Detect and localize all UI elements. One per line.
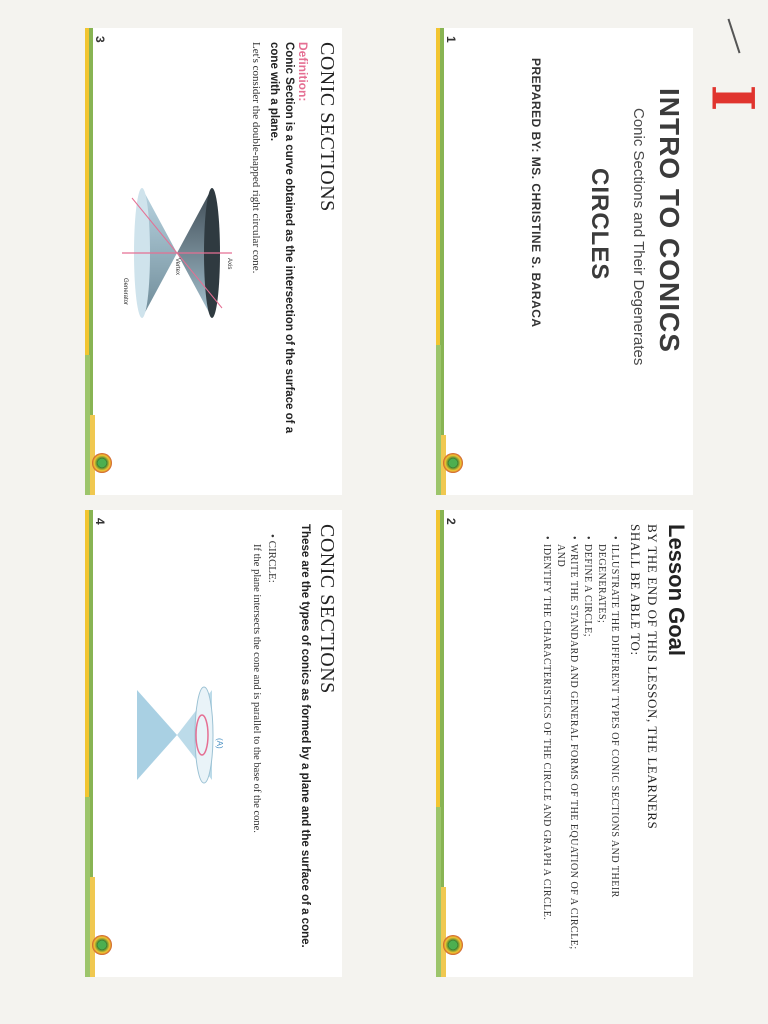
slide-number: 2 [444,518,458,525]
list-item: • ILLUSTRATE THE DIFFERENT TYPES OF CONIC SECTIONS AND THEIR DEGENERATES; [595,536,621,966]
definition-text: Conic Section is a curve obtained as the intersection of the surface of a cone with a plane. [268,42,295,434]
cutting-plane [195,687,213,783]
slide-4 [85,510,342,977]
slide-number: 1 [444,36,458,43]
slide-3-content [85,28,342,495]
school-logo-icon [92,453,112,473]
circle-description: If the plane intersects the cone and is parallel to the base of the cone. [251,544,262,833]
slide-number: 3 [93,36,107,43]
school-logo-icon [443,935,463,955]
types-intro: These are the types of conics as formed by a plane and the surface of a cone. [299,524,311,948]
school-logo-icon [92,935,112,955]
slide-number: 4 [93,518,107,525]
goal-list [539,536,621,966]
slide-2 [436,510,693,977]
circle-section-figure [122,660,232,810]
school-logo-icon [443,453,463,473]
slide-3 [85,28,342,495]
slide-2-content [436,510,693,977]
slide-4-content [85,510,342,977]
definition-label: Definition: [296,42,310,102]
circle-item: • CIRCLE: [266,534,278,583]
slide-title: CONIC SECTIONS [316,524,338,694]
list-item: • IDENTIFY THE CHARACTERISTICS OF THE CIRCLE AND GRAPH A CIRCLE. [540,536,553,966]
slide-title: INTRO TO CONICS [654,88,685,353]
list-item: • DEFINE A CIRCLE; [581,536,594,966]
slide-1-content [436,28,693,495]
lower-nappe [137,690,177,780]
cone-note: Let's consider the double-napped right circular cone. [250,42,262,274]
list-item: • WRITE THE STANDARD AND GENERAL FORMS OF THE EQUATION OF A CIRCLE; AND [554,536,580,966]
goal-subtitle: BY THE END OF THIS LESSON, THE LEARNERS SHALL BE ABLE TO: [628,524,660,830]
slide-title: Lesson Goal [664,524,689,657]
figure-label: (A) [215,738,224,749]
double-cone-figure [112,178,242,328]
generator-label: Generator [122,278,128,306]
topic-title: CIRCLES [586,168,613,281]
author-line: PREPARED BY: MS. CHRISTINE S. BARACA [529,58,543,328]
axis-label: Axis [226,258,232,270]
slide-title: CONIC SECTIONS [316,42,338,212]
pen-stroke [727,19,740,54]
handwritten-mark: I [698,84,767,112]
vertex-label: Vertex [174,258,180,276]
slide-subtitle: Conic Sections and Their Degenerates [630,108,647,366]
slide-1 [436,28,693,495]
